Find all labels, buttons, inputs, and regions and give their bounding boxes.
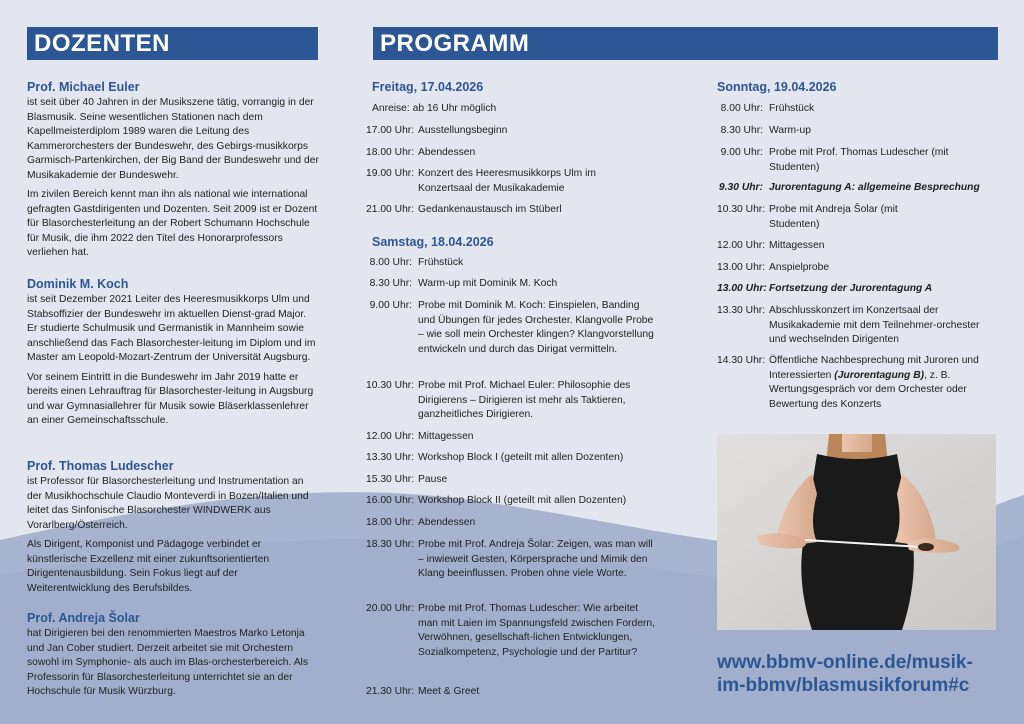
- schedule-time: 12.00 Uhr:: [717, 240, 766, 251]
- schedule-desc: Anspielprobe: [769, 262, 830, 273]
- schedule-desc: Probe mit Prof. Thomas Ludescher (mit Studenten): [769, 147, 949, 173]
- schedule-item-highlight: [717, 181, 1002, 196]
- schedule-desc: Frühstück: [769, 103, 815, 114]
- schedule-desc: Konzert des Heeresmusikkorps Ulm im Konzertsaal der Musikakademie: [418, 168, 596, 194]
- schedule-desc: Workshop Block II (geteilt mit allen Dozenten): [418, 495, 627, 506]
- schedule-item: [366, 256, 692, 271]
- schedule-time: 13.30 Uhr:: [366, 452, 415, 463]
- lecturer-name: Prof. Thomas Ludescher: [27, 459, 174, 473]
- schedule-item: [717, 304, 999, 348]
- schedule-time: 8.30 Uhr:: [720, 125, 763, 136]
- schedule-time: 8.00 Uhr:: [369, 257, 412, 268]
- schedule-desc: Gedankenaustausch im Stüberl: [418, 204, 562, 215]
- schedule-desc: Mittagessen: [418, 431, 474, 442]
- schedule-item: [366, 379, 666, 423]
- schedule-time: 14.30 Uhr:: [717, 355, 766, 366]
- schedule-item: [366, 146, 692, 161]
- programm-banner: PROGRAMM: [373, 27, 998, 60]
- schedule-item: [717, 124, 999, 139]
- schedule-time: 12.00 Uhr:: [366, 431, 415, 442]
- lecturer-bio: Vor seinem Eintritt in die Bundeswehr im Jahr 2019 hatte er bereits einen Lehrauftrag für Blasorchester-leitung in Augsburg und war Gymnasiallehrer für Musik sowie Bläserklassenlehrer an einer Gemeinschaftsschule.: [27, 371, 314, 426]
- day-title-saturday: Samstag, 18.04.2026: [372, 235, 494, 249]
- website-url-line1: www.bbmv-online.de/musik-: [717, 652, 973, 673]
- schedule-item: [366, 203, 692, 218]
- schedule-desc: Ausstellungsbeginn: [418, 125, 508, 136]
- schedule-desc: Jurorentagung A: allgemeine Besprechung: [769, 182, 980, 193]
- lecturer-bio: ist Professor für Blasorchesterleitung und Instrumentation an der Musikhochschule Claudio Monteverdi in Bozen/Italien und leitet das Sinfonische Blasorchester WINDWERK aus Vorarlberg/Österreich.: [27, 476, 309, 531]
- lecturer-euler: [27, 80, 319, 266]
- schedule-desc: Warm-up mit Dominik M. Koch: [418, 278, 558, 289]
- schedule-item: [366, 602, 656, 660]
- schedule-item: [717, 261, 999, 276]
- schedule-item: [366, 277, 692, 292]
- schedule-item: [717, 239, 999, 254]
- schedule-time: 18.00 Uhr:: [366, 147, 415, 158]
- schedule-desc: Probe mit Prof. Andreja Šolar: Zeigen, was man will – inwieweit Gesten, Körpersprache und Mimik den Klang beeinflussen. Proben ohne viele Worte.: [418, 539, 653, 579]
- schedule-time: 13.30 Uhr:: [717, 305, 766, 316]
- schedule-time: 20.00 Uhr:: [366, 603, 415, 614]
- schedule-item: [366, 685, 692, 700]
- day-title-sunday: Sonntag, 19.04.2026: [717, 80, 837, 94]
- schedule-item: [372, 102, 692, 117]
- schedule-desc: Mittagessen: [769, 240, 825, 251]
- schedule-desc: Frühstück: [418, 257, 464, 268]
- schedule-item: [366, 451, 692, 466]
- schedule-item: [366, 538, 656, 582]
- schedule-time: 9.00 Uhr:: [720, 147, 763, 158]
- schedule-item: [717, 354, 999, 412]
- schedule-desc: Probe mit Andreja Šolar (mit Studenten): [769, 204, 898, 230]
- dozenten-banner: DOZENTEN: [27, 27, 318, 60]
- schedule-desc-text: , z. B. Wertungsgespräch vor dem Orchester oder Bewertung des Konzerts: [769, 369, 967, 410]
- schedule-item: [366, 430, 692, 445]
- schedule-desc-text: Öffentliche Nachbesprechung mit Juroren und Interessierten: [769, 355, 979, 381]
- schedule-desc: Abendessen: [418, 147, 476, 158]
- schedule-time: 18.00 Uhr:: [366, 517, 415, 528]
- schedule-time: 9.30 Uhr:: [718, 182, 763, 193]
- schedule-time: 8.30 Uhr:: [369, 278, 412, 289]
- lecturer-solar: [27, 611, 319, 705]
- schedule-desc: Warm-up: [769, 125, 811, 136]
- schedule-time: 19.00 Uhr:: [366, 168, 415, 179]
- schedule-desc: Pause: [418, 474, 448, 485]
- schedule-desc: Fortsetzung der Jurorentagung A: [769, 283, 933, 294]
- schedule-item: [366, 494, 692, 509]
- lecturer-koch: [27, 277, 319, 434]
- schedule-item: [717, 203, 999, 232]
- schedule-item: [366, 516, 692, 531]
- conductor-photo: [717, 434, 996, 630]
- lecturer-bio: Als Dirigent, Komponist und Pädagoge verbindet er künstlerische Exzellenz mit einer zukunftsorientierten Dirigentenausbildung. Sein Fokus liegt auf der Weiterentwicklung des Berufsbildes.: [27, 539, 270, 594]
- lecturer-bio: hat Dirigieren bei den renommierten Maestros Marko Letonja und Jan Cober studiert. Derzeit arbeitet sie mit Orchestern sowohl im Symphonie- als auch im Blas-orchesterbereich. Als Professorin für Blasorchesterleitung unterrichtet sie an der Hochschule für Musik Würzburg.: [27, 628, 308, 697]
- schedule-time: 16.00 Uhr:: [366, 495, 415, 506]
- lecturer-bio: Im zivilen Bereich kennt man ihn als national wie international gefragten Gastdirigenten und Dozenten. Seit 2009 ist er Dozent für Blasorchesterleitung an der Robert Schumann Hochschule für Musik, die ihm 2022 den Titel des Honorarprofessors verliehen hat.: [27, 189, 318, 258]
- schedule-time: 18.30 Uhr:: [366, 539, 415, 550]
- schedule-desc: Probe mit Prof. Thomas Ludescher: Wie arbeitet man mit Laien im Spannungsfeld zwischen Fordern, Verwöhnen, gesellschaft-lichen Entwicklungen, Sozialkompetenz, Psychologie und der Partitur?: [418, 603, 655, 658]
- schedule-item: [366, 167, 646, 196]
- schedule-desc: Probe mit Prof. Michael Euler: Philosophie des Dirigierens – Dirigieren ist mehr als Taktieren, ganzheitliches Dirigieren.: [418, 380, 631, 420]
- schedule-desc: Meet & Greet: [418, 686, 480, 697]
- schedule-item: [366, 473, 692, 488]
- schedule-time: 21.00 Uhr:: [366, 204, 415, 215]
- lecturer-ludescher: [27, 459, 319, 601]
- schedule-item: [717, 146, 999, 175]
- lecturer-name: Prof. Michael Euler: [27, 80, 140, 94]
- schedule-desc-emphasis: (Jurorentagung B): [834, 369, 925, 381]
- schedule-item: [366, 124, 692, 139]
- lecturer-bio: ist seit über 40 Jahren in der Musikszene tätig, vorrangig in der Blasmusik. Seine wesentlichen Stationen nach dem Kapellmeisterdiplom 1989 waren die Leitung des Kammerorchesters der Bundeswehr, des Gebirgs-musikkorps Garmisch-Partenkirchen, der Big Band der Bundeswehr und der Musikakademie der Bundeswehr.: [27, 97, 319, 181]
- schedule-time: 8.00 Uhr:: [720, 103, 763, 114]
- website-url-line2: im-bbmv/blasmusikforum#c: [717, 675, 970, 696]
- schedule-time: 13.00 Uhr:: [717, 283, 767, 294]
- lecturer-name: Dominik M. Koch: [27, 277, 129, 291]
- schedule-time: 10.30 Uhr:: [717, 204, 766, 215]
- schedule-time: 9.00 Uhr:: [369, 300, 412, 311]
- schedule-desc: Abschlusskonzert im Konzertsaal der Musikakademie mit dem Teilnehmer-orchester und wechselnden Dirigenten: [769, 305, 980, 345]
- lecturer-bio: ist seit Dezember 2021 Leiter des Heeresmusikkorps Ulm und Stabsoffizier der Bundeswehr im aktuellen Dienst-grad Major. Er studierte Schulmusik und Germanistik in Mannheim sowie anschließend das Fach Blasorchester-leitung im Diplom und im Master am Leopold-Mozart-Zentrum der Universität Augsburg.: [27, 294, 316, 363]
- conductor-illustration: [717, 434, 996, 630]
- schedule-time: 13.00 Uhr:: [717, 262, 766, 273]
- schedule-desc: Anreise: ab 16 Uhr möglich: [372, 103, 497, 114]
- schedule-desc: Abendessen: [418, 517, 476, 528]
- website-url[interactable]: [717, 651, 1007, 697]
- schedule-item-highlight: [717, 282, 999, 297]
- schedule-item: [366, 299, 656, 357]
- lecturer-name: Prof. Andreja Šolar: [27, 611, 140, 625]
- schedule-time: 17.00 Uhr:: [366, 125, 415, 136]
- schedule-time: 15.30 Uhr:: [366, 474, 415, 485]
- day-title-friday: Freitag, 17.04.2026: [372, 80, 484, 94]
- schedule-desc: Probe mit Dominik M. Koch: Einspielen, Banding und Übungen für jedes Orchester. Klangvolle Probe – wie soll mein Orchester klingen? Klangvorstellung entwickeln und durch das Dirigat vermitteln.: [418, 300, 654, 355]
- schedule-item: [717, 102, 999, 117]
- schedule-time: 21.30 Uhr:: [366, 686, 415, 697]
- schedule-desc: [769, 354, 999, 412]
- schedule-desc: Workshop Block I (geteilt mit allen Dozenten): [418, 452, 624, 463]
- schedule-time: 10.30 Uhr:: [366, 380, 415, 391]
